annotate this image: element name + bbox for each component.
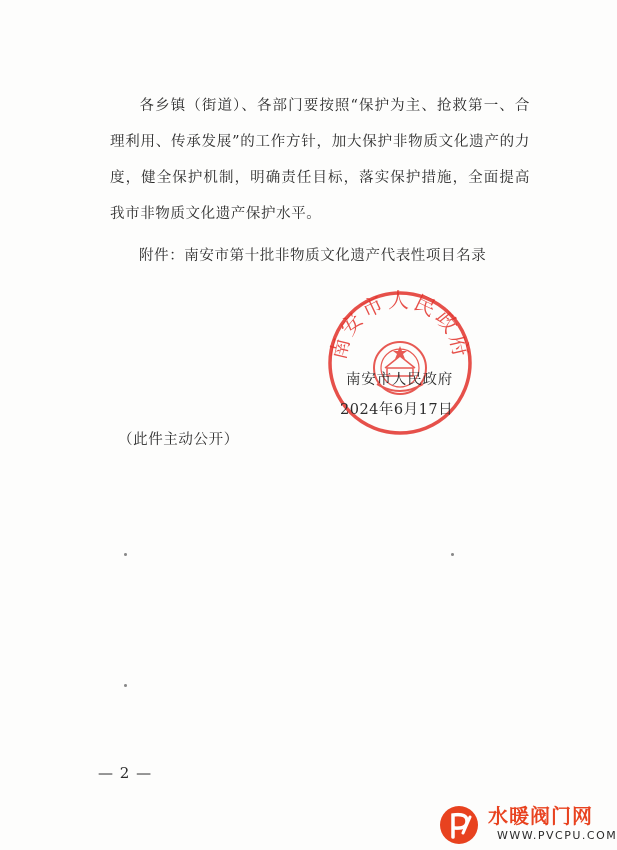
body-paragraph-text: 各乡镇（街道）、各部门要按照“保护为主、抢救第一、合理利用、传承发展”的工作方针，加大保护非物质文化遗产的力度，健全保护机制，明确责任目标，落实保护措施，全面提高我市非物质文化遗产保护水平。 — [110, 98, 530, 222]
page-number: — 2 — — [98, 764, 153, 782]
scan-speck — [124, 684, 127, 687]
issuer-name: 南安市人民政府 — [346, 372, 454, 388]
issue-date: 2024年6月17日 — [340, 402, 454, 418]
pv-logo-icon — [440, 806, 478, 844]
watermark-url: WWW.PVCPU.COM — [497, 829, 617, 842]
seal-text: 南安市人民政府 — [326, 288, 474, 362]
attachment-line: 附件：南安市第十批非物质文化遗产代表性项目名录 — [139, 248, 487, 264]
scan-speck — [451, 553, 454, 556]
watermark-site-name: 水暖阀门网 — [488, 804, 593, 828]
scan-speck — [124, 553, 127, 556]
disclosure-note: （此件主动公开） — [118, 432, 239, 448]
body-paragraph — [110, 88, 530, 232]
